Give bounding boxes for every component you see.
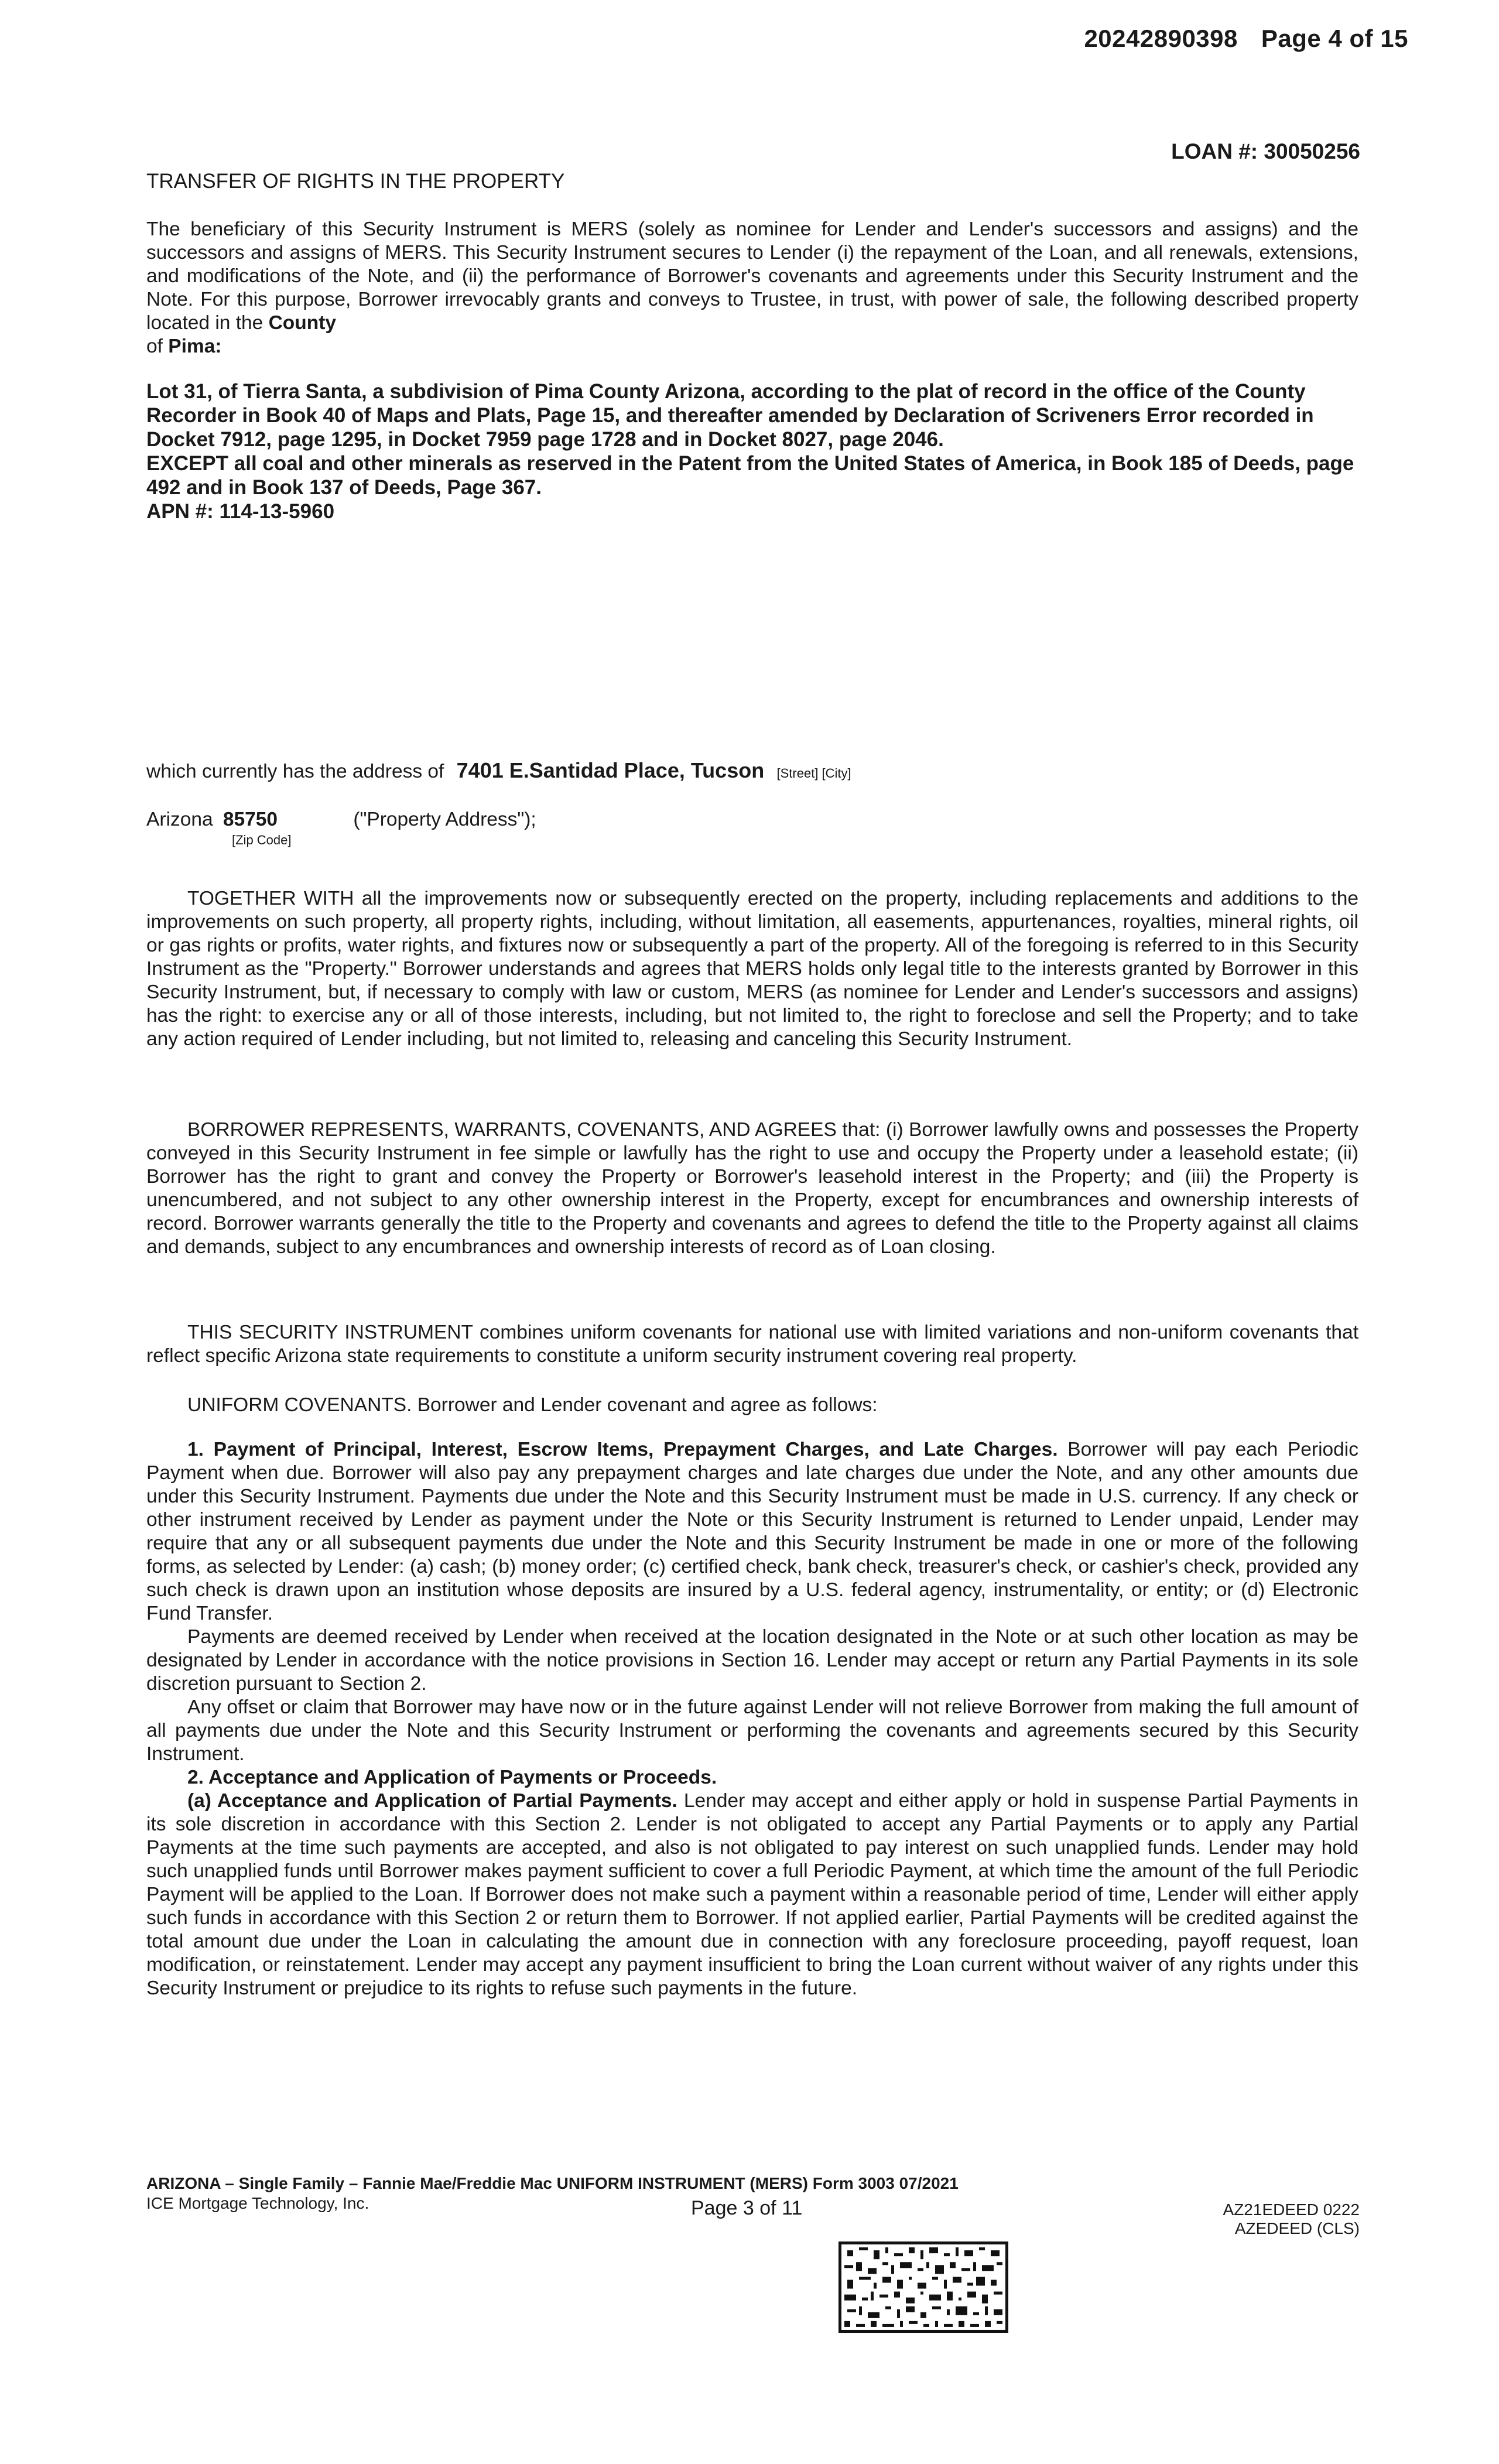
zip-code: 85750 — [223, 809, 278, 830]
section-2a-text: Lender may accept and either apply or hold in suspense Partial Payments in its sole discretion in accordance with this Section 2. Lender is not obligated to accept any Partial Payments or to apply any Partial Payments at the time such payments are accepted, and also is not obligated to pay interest on such unapplied funds. Lender may hold such unapplied funds until Borrower makes payment sufficient to cover a full Periodic Payment, at which time the amount of the full Periodic Payment will be applied to the Loan. If Borrower does not make such a payment within a reasonable period of time, Lender will either apply such funds in accordance with this Section 2 or return them to Borrower. If not applied earlier, Partial Payments will be credited against the total amount due under the Loan in calculating the amount due in connection with any foreclosure proceeding, payoff request, loan modification, or reinstatement. Lender may accept any payment insufficient to bring the Loan current without waiver of any rights under this Security Instrument or prejudice to its rights to refuse such payments in the future. — [146, 1790, 1358, 1999]
property-address-line — [146, 759, 1358, 785]
section-heading: TRANSFER OF RIGHTS IN THE PROPERTY — [146, 170, 565, 193]
together-with-paragraph — [146, 887, 1358, 1051]
form-code-2: AZEDEED (CLS) — [1234, 2219, 1360, 2237]
security-instrument-text: THIS SECURITY INSTRUMENT combines uniform covenants for national use with limited variations and non-uniform covenants that reflect specific Arizona state requirements to constitute a uniform security instrument covering real property. — [146, 1322, 1358, 1367]
property-address-label: ("Property Address"); — [353, 809, 536, 830]
section-1-title: 1. Payment of Principal, Interest, Escrow Items, Prepayment Charges, and Late Charges. — [187, 1439, 1058, 1460]
legal-description — [146, 379, 1358, 523]
recording-header — [1084, 25, 1408, 53]
form-page-number: Page 3 of 11 — [691, 2197, 803, 2219]
form-footer — [146, 2174, 959, 2213]
section-1-offset: Any offset or claim that Borrower may have now or in the future against Lender will not relieve Borrower from making the full amount of all payments due under the Note and this Security Instrument or performing the covenants and agreements secured by this Security Instrument. — [146, 1696, 1358, 1765]
zip-code-label: [Zip Code] — [232, 833, 292, 847]
property-address-state — [146, 808, 1358, 849]
covenant-sections — [146, 1438, 1358, 2000]
barcode-icon — [839, 2241, 1008, 2333]
transfer-paragraph — [146, 218, 1358, 358]
uniform-covenants-text: UNIFORM COVENANTS. Borrower and Lender covenant and agree as follows: — [187, 1394, 878, 1416]
uniform-covenants-paragraph — [146, 1394, 1358, 1417]
form-code-1: AZ21EDEED 0222 — [1223, 2201, 1360, 2219]
street-city: 7401 E.Santidad Place, Tucson — [456, 758, 765, 782]
section-1-paragraph — [146, 1438, 1358, 1625]
loan-number: LOAN #: 30050256 — [1171, 139, 1360, 163]
jurisdiction-type: County — [268, 312, 336, 334]
mineral-exception: EXCEPT all coal and other minerals as reserved in the Patent from the United States of America, in Book 185 of Deeds, page 492 and in Book 137 of Deeds, Page 367. — [146, 452, 1354, 499]
section-1-text: Borrower will pay each Periodic Payment when due. Borrower will also pay any prepayment charges and late charges due under the Note, and any other amounts due under this Security Instrument. Payments due under the Note and this Security Instrument must be made in U.S. currency. If any check or other instrument received by Lender as payment under the Note or this Security Instrument is returned to Lender unpaid, Lender may require that any or all subsequent payments due under the Note and this Security Instrument be made in one or more of the following forms, as selected by Lender: (a) cash; (b) money order; (c) certified check, bank check, treasurer's check, or cashier's check, provided any such check is drawn upon an institution whose deposits are insured by a U.S. federal agency, instrumentality, or entity; or (d) Electronic Fund Transfer. — [146, 1439, 1358, 1624]
page-indicator: Page 4 of 15 — [1261, 25, 1408, 52]
state: Arizona — [146, 809, 213, 830]
security-instrument-paragraph — [146, 1321, 1358, 1368]
form-company: ICE Mortgage Technology, Inc. — [146, 2194, 369, 2212]
street-city-label: [Street] [City] — [776, 766, 851, 781]
together-with-text: TOGETHER WITH all the improvements now or subsequently erected on the property, including replacements and additions to the improvements on such property, all property rights, including, without limitation, all easements, appurtenances, royalties, mineral rights, oil or gas rights or profits, water rights, and fixtures now or subsequently a part of the property. All of the foregoing is referred to in this Security Instrument as the "Property." Borrower understands and agrees that MERS holds only legal title to the interests granted by Borrower in this Security Instrument, but, if necessary to comply with law or custom, MERS (as nominee for Lender and Lender's successors and assigns) has the right: to exercise any or all of those interests, including, but not limited to, the right to foreclose and sell the Property; and to take any action required of Lender including, but not limited to, releasing and canceling this Security Instrument. — [146, 888, 1358, 1050]
section-2-title: 2. Acceptance and Application of Payments or Proceeds. — [187, 1767, 717, 1788]
document-number: 20242890398 — [1084, 25, 1238, 52]
form-title: ARIZONA – Single Family – Fannie Mae/Freddie Mac UNIFORM INSTRUMENT (MERS) Form 3003 07/2021 — [146, 2174, 959, 2192]
lot-description: Lot 31, of Tierra Santa, a subdivision of Pima County Arizona, according to the plat of record in the office of the County Recorder in Book 40 of Maps and Plats, Page 15, and thereafter amended by Declaration of Scriveners Error recorded in Docket 7912, page 1295, in Docket 7959 page 1728 and in Docket 8027, page 2046. — [146, 380, 1314, 451]
address-intro: which currently has the address of — [146, 761, 444, 782]
transfer-text: The beneficiary of this Security Instrument is MERS (solely as nominee for Lender and Lender's successors and assigns) and the successors and assigns of MERS. This Security Instrument secures to Lender (i) the repayment of the Loan, and all renewals, extensions, and modifications of the Note, and (ii) the performance of Borrower's covenants and agreements under this Security Instrument and the Note. For this purpose, Borrower irrevocably grants and conveys to Trustee, in trust, with power of sale, the following described property located in the — [146, 218, 1358, 334]
section-2a-paragraph — [146, 1789, 1358, 2000]
of-label: of — [146, 336, 163, 357]
apn-number: APN #: 114-13-5960 — [146, 500, 335, 523]
section-1-payments-received: Payments are deemed received by Lender when received at the location designated in the Note or at such other location as may be designated by Lender in accordance with the notice provisions in Section 16. Lender may accept or return any Partial Payments in its sole discretion pursuant to Section 2. — [146, 1626, 1358, 1695]
jurisdiction-name: Pima: — [168, 336, 222, 357]
borrower-represents-paragraph — [146, 1118, 1358, 1259]
form-codes — [1223, 2201, 1360, 2238]
borrower-represents-text: BORROWER REPRESENTS, WARRANTS, COVENANTS, AND AGREES that: (i) Borrower lawfully owns and possesses the Property conveyed in this Security Instrument in fee simple or lawfully has the right to use and occupy the Property under a leasehold estate; (ii) Borrower has the right to grant and convey the Property or Borrower's leasehold interest in the Property; and (iii) the Property is unencumbered, and not subject to any other ownership interest in the Property, except for encumbrances and ownership interests of record. Borrower warrants generally the title to the Property and covenants and agrees to defend the title to the Property against all claims and demands, subject to any encumbrances and ownership interests of record as of Loan closing. — [146, 1119, 1358, 1258]
section-2a-title: (a) Acceptance and Application of Partial Payments. — [187, 1790, 677, 1812]
